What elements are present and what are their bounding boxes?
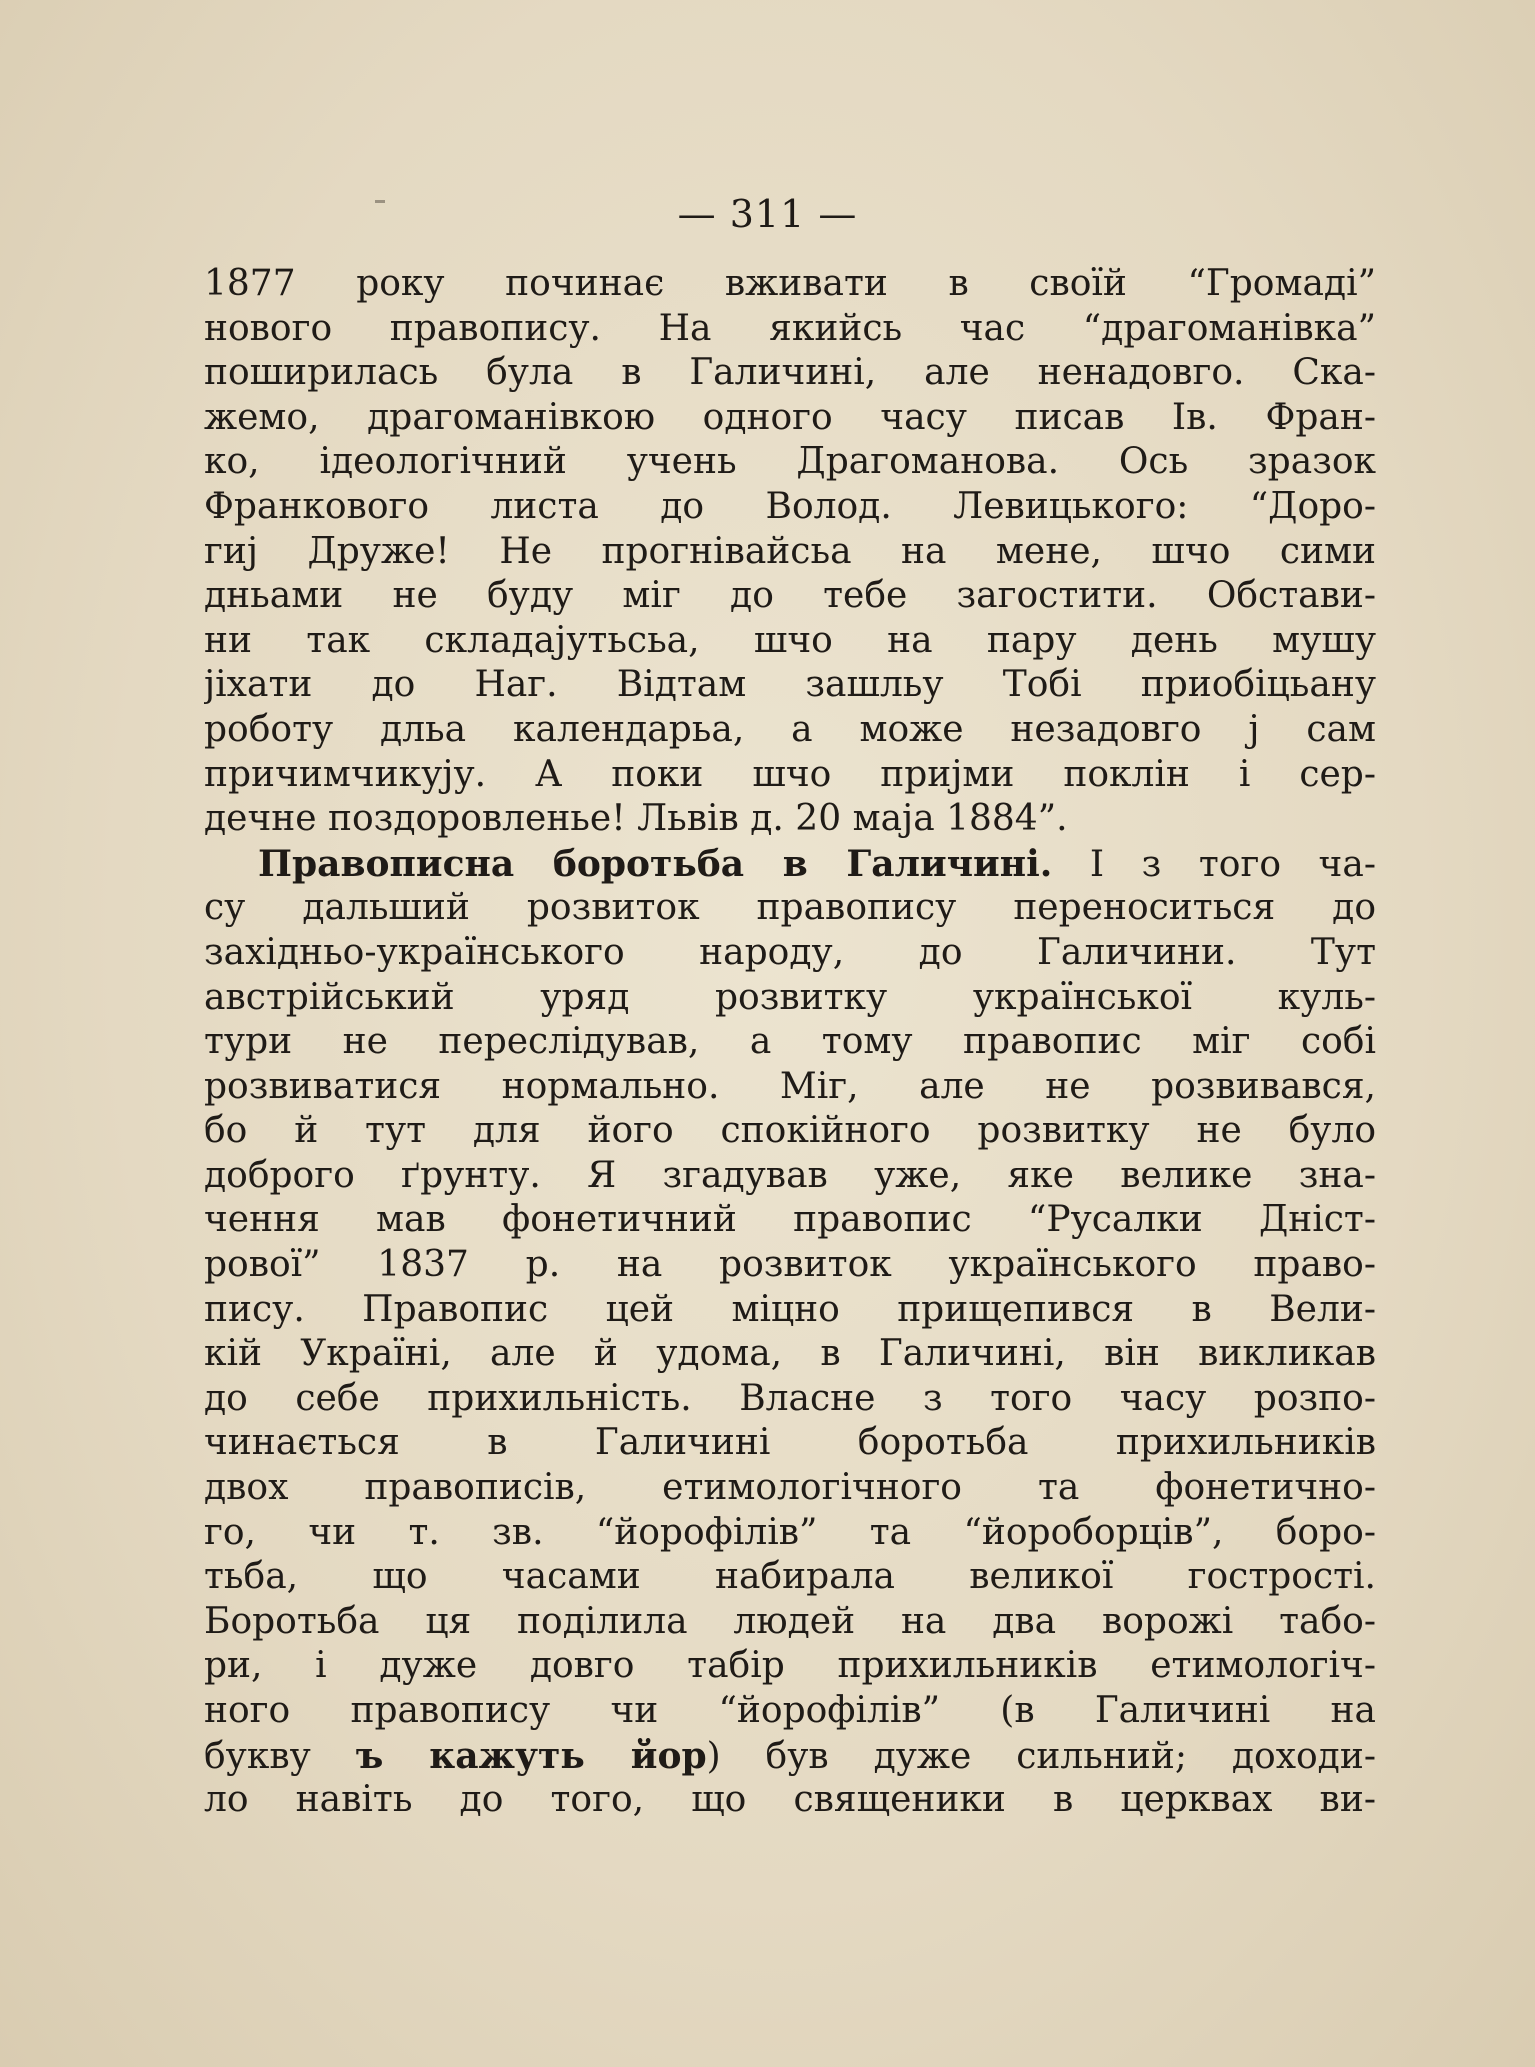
page-number: — 311 —: [677, 192, 858, 236]
text-line: роботу дльа календарьа, а може незадовго ј сам: [204, 708, 1376, 750]
text-line: ло навіть до того, що священики в церквах ви-: [204, 1779, 1376, 1821]
text-line: дньами не буду міг до тебе загостити. Обстави-: [204, 575, 1376, 617]
text-line: ни так складајутьсьа, шчо на пару день мушу: [204, 619, 1376, 661]
text-line: Франкового листа до Волод. Левицького: “Доро-: [204, 485, 1376, 527]
text-line: чинається в Галичині боротьба прихильників: [204, 1422, 1376, 1464]
text-line: бо й тут для його спокійного розвитку не було: [204, 1110, 1376, 1152]
text-fragment: ) був дуже сильний; доходи-: [706, 1735, 1376, 1777]
text-line: тури не переслідував, а тому правопис міг собі: [204, 1021, 1376, 1063]
text-line: ного правопису чи “йорофілів” (в Галичині на: [204, 1690, 1376, 1731]
text-line: го, чи т. зв. “йорофілів” та “йороборців”, боро-: [204, 1511, 1376, 1553]
text-line: причимчикују. А поки шчо пријми поклін і сер-: [204, 753, 1376, 795]
text-line: јіхати до Наг. Відтам зашльу Тобі приобіцьану: [204, 664, 1376, 706]
heading-line-text: І з того ча-: [1052, 843, 1376, 885]
text-line: кій Україні, але й удома, в Галичині, він викликав: [204, 1333, 1376, 1375]
text-line: су дальший розвиток правопису переноситься до: [204, 887, 1376, 929]
text-line-with-bold: [204, 1734, 1376, 1779]
text-line: доброго ґрунту. Я згадував уже, яке велике зна-: [204, 1154, 1376, 1196]
text-line: Боротьба ця поділила людей на два ворожі табо-: [204, 1600, 1376, 1642]
text-line: двох правописів, етимологічного та фонетично-: [204, 1467, 1376, 1509]
text-fragment: букву: [204, 1735, 356, 1777]
bold-term: ъ кажуть йор: [355, 1734, 707, 1777]
text-line: поширилась була в Галичині, але ненадовго. Ска-: [204, 352, 1376, 394]
text-line: ко, ідеологічний учень Драгоманова. Ось зразок: [204, 441, 1376, 483]
text-line: розвиватися нормально. Міг, але не розвивався,: [204, 1065, 1376, 1107]
text-line: тьба, що часами набирала великої гостростi.: [204, 1556, 1376, 1598]
text-line: 1877 року починає вживати в своїй “Громаді”: [204, 263, 1376, 304]
section-heading: Правописна боротьба в Галичині.: [258, 842, 1053, 885]
text-line: ри, і дуже довго табір прихильників етимологіч-: [204, 1645, 1376, 1687]
text-line: австрійський уряд розвитку української куль-: [204, 976, 1376, 1018]
text-line: гиј Друже! Не прогнівайсьа на мене, шчо сими: [204, 530, 1376, 572]
text-line: рової” 1837 р. на розвиток українського право-: [204, 1244, 1376, 1286]
text-line: дечне поздоровленье! Львів д. 20 маја 1884”.: [204, 798, 1068, 840]
text-line: нового правопису. На якийсь час “драгоманівка”: [204, 307, 1376, 349]
body-text: [204, 262, 1376, 1823]
section-heading-line: [204, 842, 1376, 887]
text-line: західньо-українського народу, до Галичини. Тут: [204, 931, 1376, 973]
text-line: пису. Правопис цей міцно прищепився в Вели-: [204, 1288, 1376, 1330]
text-line: чення мав фонетичний правопис “Русалки Дніст-: [204, 1199, 1376, 1241]
text-line: до себе прихильність. Власне з того часу розпо-: [204, 1377, 1376, 1419]
text-line: жемо, драгоманівкою одного часу писав Ів. Фран-: [204, 396, 1376, 438]
